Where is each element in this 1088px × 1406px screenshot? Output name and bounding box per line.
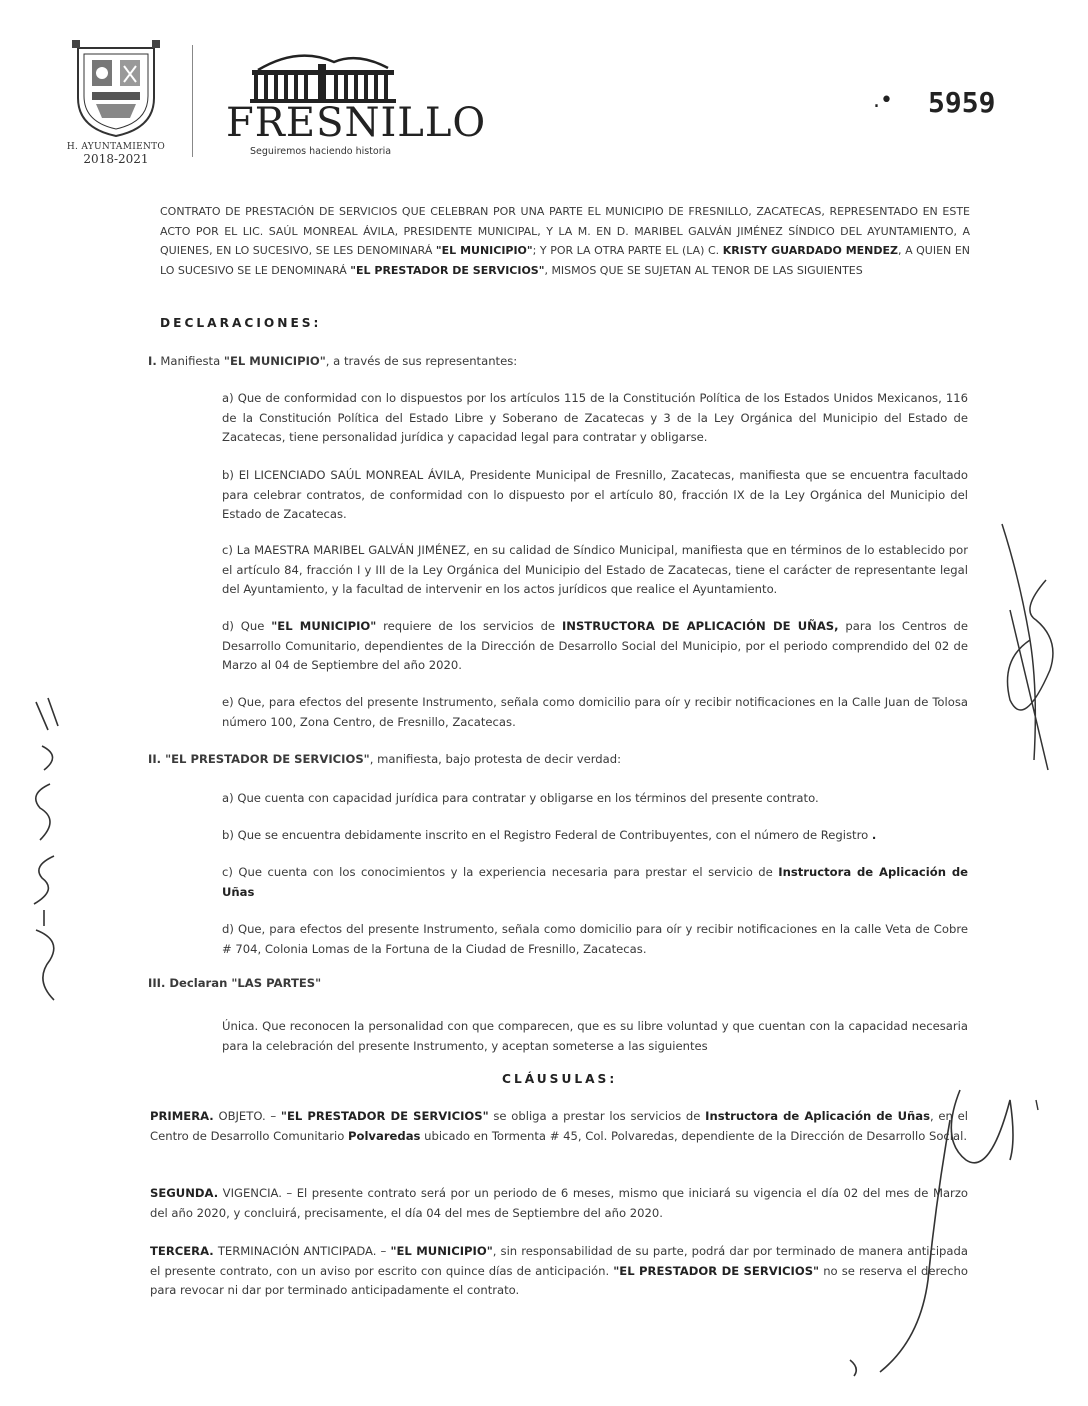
right-margin-signature [990, 520, 1060, 780]
declaracion-i-e: e) Que, para efectos del presente Instrumento, señala como domicilio para oír y recibir notificaciones en la Calle Juan de Tolosa número 100, Zona Centro, de Fresnillo, Zacatecas. [222, 695, 968, 729]
declaracion-ii-c: c) Que cuenta con los conocimientos y la experiencia necesaria para prestar el servicio de Instructora de Aplicación de Uñas [222, 865, 968, 899]
fresnillo-logo-icon [238, 44, 398, 108]
seal-caption: H. AYUNTAMIENTO [66, 142, 166, 152]
declaracion-unica: Única. Que reconocen la personalidad con que comparecen, que es su libre voluntad y que cuentan con la capacidad necesaria para la celebración del presente Instrumento, y aceptan someterse a las siguientes [222, 1019, 968, 1053]
declaracion-ii-a: a) Que cuenta con capacidad jurídica para contratar y obligarse en los términos del presente contrato. [222, 791, 819, 805]
declaracion-i-b: b) El LICENCIADO SAÚL MONREAL ÁVILA, Presidente Municipal de Fresnillo, Zacatecas, manifiesta que se encuentra facultado para celebrar contratos, de conformidad con lo dispuesto por el artículo 80, fracción IX de la Ley Orgánica del Municipio del Estado de Zacatecas. [222, 468, 968, 521]
clausula-segunda: SEGUNDA. VIGENCIA. – El presente contrato será por un periodo de 6 meses, mismo que iniciará su vigencia el día 02 del mes de Marzo del año 2020, y concluirá, precisamente, el día 04 del mes de Septiembre del año 2020. [150, 1186, 968, 1220]
declaracion-ii-b: b) Que se encuentra debidamente inscrito en el Registro Federal de Contribuyentes, con el número de Registro . [222, 828, 877, 842]
declaracion-i-c: c) La MAESTRA MARIBEL GALVÁN JIMÉNEZ, en su calidad de Síndico Municipal, manifiesta que en términos de lo establecido por el artículo 84, fracción I y III de la Ley Orgánica del Municipio del Estado de Zacatecas, tiene el carácter de representante legal del Ayuntamiento, y la facultad de intervenir en los actos jurídicos que realice el Ayuntamiento. [222, 543, 968, 596]
declaraciones-heading: DECLARACIONES: [160, 316, 322, 330]
municipal-seal-icon [70, 38, 162, 138]
clausula-tercera: TERCERA. TERMINACIÓN ANTICIPADA. – "EL MUNICIPIO", sin responsabilidad de su parte, podrá dar por terminado de manera anticipada el presente contrato, con un aviso por escrito con quince días de anticipación. "EL PRESTADOR DE SERVICIOS" no se reserva el derecho para revocar ni dar por terminado anticipadamente el contrato. [150, 1244, 969, 1297]
clausulas-signature [840, 1080, 1040, 1380]
declaracion-i-a: a) Que de conformidad con lo dispuestos por los artículos 115 de la Constitución Política de los Estados Unidos Mexicanos, 116 de la Constitución Política del Estado Libre y Soberano de Zacatecas y 3 de la Ley Orgánica del Municipio del Estado de Zacatecas, tiene personalidad jurídica y capacidad legal para contratar y obligarse. [222, 391, 968, 444]
clausula-primera: PRIMERA. OBJETO. – "EL PRESTADOR DE SERVICIOS" se obliga a prestar los servicios de Instructora de Aplicación de Uñas, en el Centro de Desarrollo Comunitario Polvaredas ubicado en Tormenta # 45, Col. Polvaredas, dependiente de la Dirección de Desarrollo Social. [150, 1109, 968, 1143]
section-i-header: I. Manifiesta "EL MUNICIPIO", a través de sus representantes: [148, 354, 518, 368]
folio-mark: .• [873, 88, 893, 113]
declaracion-i-d: d) Que "EL MUNICIPIO" requiere de los servicios de INSTRUCTORA DE APLICACIÓN DE UÑAS, para los Centros de Desarrollo Comunitario, dependientes de la Dirección de Desarrollo Social del Municipio, por el periodo comprendido del 02 de Marzo al 04 de Septiembre del año 2020. [222, 619, 968, 672]
clausulas-heading: CLÁUSULAS: [502, 1072, 618, 1086]
declaracion-ii-d: d) Que, para efectos del presente Instrumento, señala como domicilio para oír y recibir notificaciones en la calle Veta de Cobre # 704, Colonia Lomas de la Fortuna de la Ciudad de Fresnillo, Zacatecas. [222, 922, 968, 956]
administration-period: 2018-2021 [83, 152, 149, 166]
section-ii-header: II. "EL PRESTADOR DE SERVICIOS", manifiesta, bajo protesta de decir verdad: [148, 752, 622, 766]
brand-slogan: Seguiremos haciendo historia [250, 146, 392, 157]
contract-intro: CONTRATO DE PRESTACIÓN DE SERVICIOS QUE CELEBRAN POR UNA PARTE EL MUNICIPIO DE FRESNILLO, ZACATECAS, REPRESENTADO EN ESTE ACTO POR EL LIC. SAÚL MONREAL ÁVILA, PRESIDENTE MUNICIPAL, Y LA M. EN D. MARIBEL GALVÁN JIMÉNEZ SÍNDICO DEL AYUNTAMIENTO, A QUIENES, EN LO SUCESIVO, SE LES DENOMINARÁ "EL MUNICIPIO"; Y POR LA OTRA PARTE EL (LA) C. KRISTY GUARDADO MENDEZ, A QUIEN EN LO SUCESIVO SE LE DENOMINARÁ "EL PRESTADOR DE SERVICIOS", MISMOS QUE SE SUJETAN AL TENOR DE LAS SIGUIENTES [160, 205, 971, 277]
brand-name: FRESNILLO [226, 100, 487, 146]
folio-number: 5959 [928, 86, 996, 119]
ayuntamiento-label [56, 142, 176, 166]
section-iii-header: III. Declaran "LAS PARTES" [148, 976, 322, 990]
header-divider [192, 45, 193, 157]
left-margin-signature [14, 690, 74, 1010]
